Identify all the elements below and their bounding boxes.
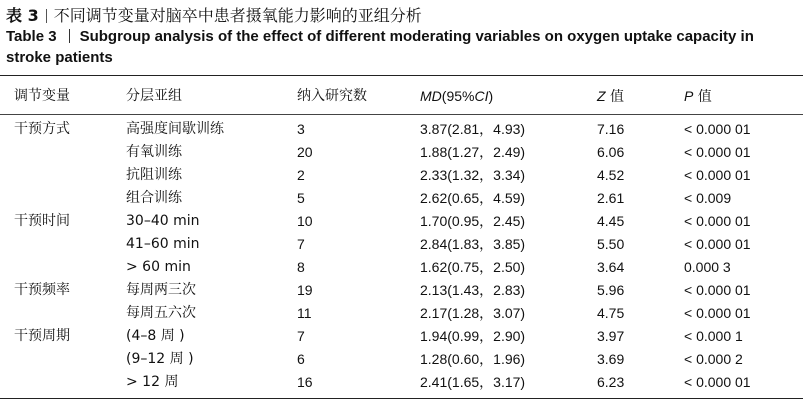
cell-studies: 10 [297,213,313,229]
cell-studies: 6 [297,351,305,367]
table-row [0,279,803,302]
table-row [0,233,803,256]
cell-z-value: 3.64 [597,259,625,275]
cell-md-ci: 1.62(0.75，2.50) [420,259,526,275]
cell-p-value: < 0.000 01 [684,213,751,229]
cell-md-ci: 1.28(0.60，1.96) [420,351,526,367]
cell-subgroup: 高强度间歇训练 [126,121,224,137]
cell-md-ci: 1.88(1.27，2.49) [420,144,526,160]
cell-studies: 11 [297,305,312,321]
cell-studies: 20 [297,144,313,160]
cell-studies: 16 [297,374,313,390]
cell-md-ci: 2.84(1.83，3.85) [420,236,526,252]
cell-subgroup: 41–60 min [126,236,200,252]
table-caption-english: Subgroup analysis of the effect of different moderating variables on oxygen uptake capacity in stroke patients [6,28,754,66]
cell-subgroup: (4–8 周 ) [126,328,185,344]
cell-subgroup: 30–40 min [126,213,200,229]
header-p: P 值 [684,88,712,105]
table-title-english [6,26,796,68]
cell-z-value: 4.75 [597,305,625,321]
cell-variable: 干预周期 [14,328,70,344]
cell-subgroup: 每周两三次 [126,282,196,298]
cell-subgroup: 有氧训练 [126,144,182,160]
cell-md-ci: 2.41(1.65，3.17) [420,374,526,390]
cell-subgroup: > 60 min [126,259,191,275]
cell-studies: 7 [297,236,305,252]
cell-studies: 7 [297,328,305,344]
cell-p-value: < 0.000 01 [684,305,751,321]
cell-p-value: 0.000 3 [684,259,731,275]
table-row [0,325,803,348]
table-row [0,141,803,164]
table-top-rule [0,75,803,76]
cell-variable: 干预时间 [14,213,70,229]
header-z: Z 值 [597,88,625,105]
table-header-row [0,85,803,108]
cell-md-ci: 2.62(0.65，4.59) [420,190,526,206]
table-row [0,187,803,210]
cell-z-value: 6.23 [597,374,625,390]
cell-p-value: < 0.000 01 [684,121,751,137]
cell-studies: 8 [297,259,305,275]
table-caption-chinese: 不同调节变量对脑卒中患者摄氧能力影响的亚组分析 [53,6,422,25]
cell-z-value: 7.16 [597,121,625,137]
cell-studies: 3 [297,121,305,137]
cell-subgroup: > 12 周 [126,374,179,390]
header-md: MD(95%CI) [420,88,494,104]
title-separator [46,9,47,23]
table-row [0,302,803,325]
cell-subgroup: 抗阻训练 [126,167,182,183]
cell-variable: 干预频率 [14,282,70,298]
title-separator [69,29,70,43]
cell-studies: 2 [297,167,305,183]
header-variable: 调节变量 [14,88,70,104]
table-row [0,118,803,141]
cell-z-value: 3.97 [597,328,625,344]
table-row [0,348,803,371]
cell-z-value: 4.52 [597,167,625,183]
cell-studies: 19 [297,282,313,298]
cell-z-value: 6.06 [597,144,625,160]
header-studies: 纳入研究数 [297,88,367,104]
cell-p-value: < 0.000 2 [684,351,743,367]
cell-md-ci: 2.17(1.28，3.07) [420,305,526,321]
cell-md-ci: 1.94(0.99，2.90) [420,328,526,344]
cell-md-ci: 2.33(1.32，3.34) [420,167,526,183]
cell-variable: 干预方式 [14,121,70,137]
cell-z-value: 4.45 [597,213,625,229]
table-row [0,371,803,394]
cell-studies: 5 [297,190,305,206]
cell-subgroup: 组合训练 [126,190,182,206]
table-row [0,164,803,187]
cell-z-value: 2.61 [597,190,625,206]
cell-p-value: < 0.000 01 [684,167,751,183]
cell-md-ci: 2.13(1.43，2.83) [420,282,526,298]
cell-md-ci: 3.87(2.81，4.93) [420,121,526,137]
cell-subgroup: (9–12 周 ) [126,351,194,367]
table-bottom-rule [0,398,803,399]
cell-p-value: < 0.000 01 [684,282,751,298]
cell-p-value: < 0.000 01 [684,374,751,390]
header-subgroup: 分层亚组 [126,88,182,104]
cell-p-value: < 0.009 [684,190,732,206]
cell-md-ci: 1.70(0.95，2.45) [420,213,526,229]
cell-p-value: < 0.000 01 [684,236,751,252]
table-label-english: Table 3 [6,28,57,45]
cell-z-value: 3.69 [597,351,625,367]
table-title-chinese [6,3,422,26]
cell-z-value: 5.96 [597,282,625,298]
cell-z-value: 5.50 [597,236,625,252]
cell-subgroup: 每周五六次 [126,305,196,321]
cell-p-value: < 0.000 1 [684,328,743,344]
table-header-rule [0,114,803,115]
cell-p-value: < 0.000 01 [684,144,751,160]
table-row [0,210,803,233]
table-label-chinese: 表 3 [6,6,39,25]
table-row [0,256,803,279]
